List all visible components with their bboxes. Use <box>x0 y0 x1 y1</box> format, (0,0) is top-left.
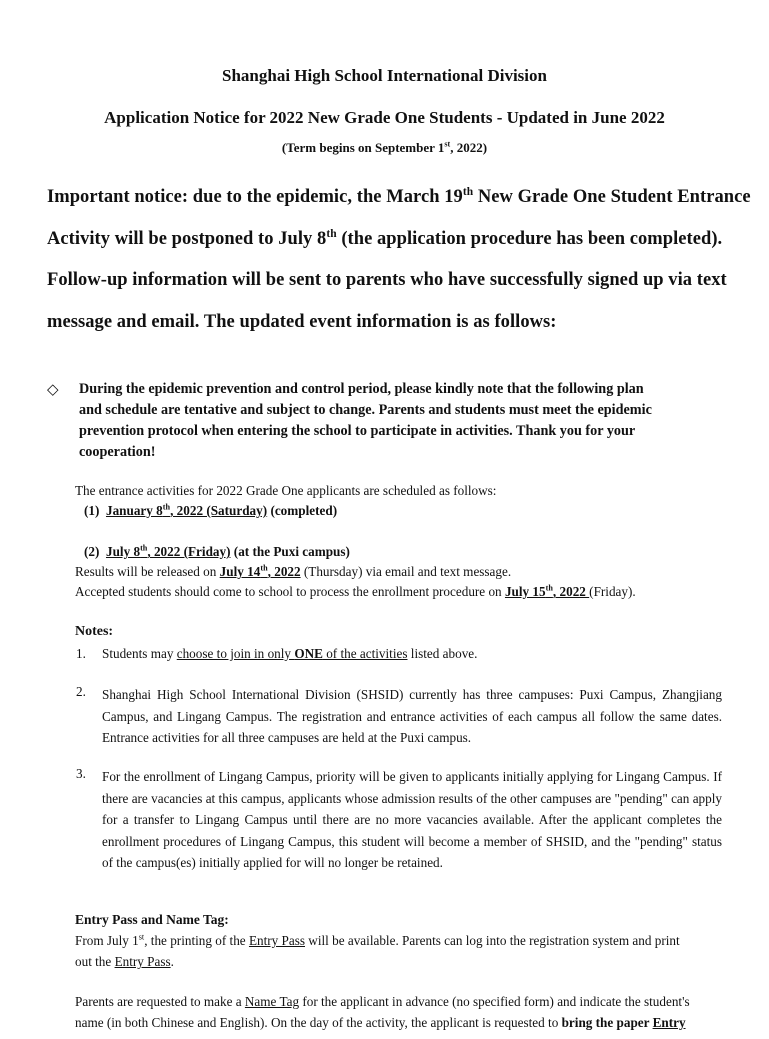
results-release-line: Results will be released on July 14th, 2022 (Thursday) via email and text message. <box>75 563 512 579</box>
important-notice-line-4: message and email. The updated event information is as follows: <box>47 312 557 332</box>
enrollment-procedure-line: Accepted students should come to school to process the enrollment procedure on July 15th, 2022 (Friday). <box>75 583 636 599</box>
schedule-intro: The entrance activities for 2022 Grade One applicants are scheduled as follows: <box>75 483 497 498</box>
important-notice-line-1: Important notice: due to the epidemic, the March 19th New Grade One Student Entrance <box>47 185 751 207</box>
note-3-text: For the enrollment of Lingang Campus, priority will be given to applicants initially applying for Lingang Campus. If there are vacancies at this campus, applicants whose admission results of the other campuses are "pending" can apply for a transfer to Lingang Campus until there are no more vacancies available. After the applicant completes the enrollment procedures of Lingang Campus, this student will become a member of SHSID, and the "pending" status of the campus(es) initially applied for will no longer be retained. <box>102 769 722 870</box>
schedule-item-2: (2) July 8th, 2022 (Friday) (at the Puxi campus) <box>84 543 350 559</box>
schedule-item-1: (1) January 8th, 2022 (Saturday) (completed) <box>84 502 338 518</box>
note-1-number: 1. <box>76 646 86 661</box>
note-2-text: Shanghai High School International Division (SHSID) currently has three campuses: Puxi Campus, Zhangjiang Campus, and Lingang Campus. The registration and entrance activities of each campus all follow the same dates. Entrance activities for all three campuses are held at the Puxi campus. <box>102 687 722 745</box>
note-3-number: 3. <box>76 766 86 781</box>
epidemic-note-line-1: During the epidemic prevention and control period, please kindly note that the following plan <box>79 381 644 397</box>
epidemic-note-line-4: cooperation! <box>79 444 156 460</box>
school-title: Shanghai High School International Division <box>222 66 547 85</box>
important-notice-line-3: Follow-up information will be sent to parents who have successfully signed up via text <box>47 270 727 290</box>
entry-pass-line-1: From July 1st, the printing of the Entry Pass will be available. Parents can log into the registration system and print <box>75 932 680 948</box>
entry-pass-line-2: out the Entry Pass. <box>75 954 174 969</box>
name-tag-line-1: Parents are requested to make a Name Tag for the applicant in advance (no specified form) and indicate the student's <box>75 994 690 1009</box>
notes-heading: Notes: <box>75 624 114 639</box>
note-2-number: 2. <box>76 684 86 699</box>
diamond-bullet-icon: ◇ <box>47 380 59 398</box>
name-tag-line-2: name (in both Chinese and English). On the day of the activity, the applicant is requested to bring the paper Entry <box>75 1015 686 1030</box>
term-start: (Term begins on September 1st, 2022) <box>281 139 488 155</box>
note-1-text: Students may choose to join in only ONE of the activities listed above. <box>102 646 478 661</box>
notice-title: Application Notice for 2022 New Grade One Students - Updated in June 2022 <box>104 108 665 127</box>
entry-pass-heading: Entry Pass and Name Tag: <box>75 912 229 927</box>
epidemic-note-line-3: prevention protocol when entering the school to participate in activities. Thank you for your <box>79 423 636 439</box>
epidemic-note-line-2: and schedule are tentative and subject to change. Parents and students must meet the epidemic <box>79 402 652 418</box>
important-notice-line-2: Activity will be postponed to July 8th (the application procedure has been completed). <box>47 227 723 249</box>
